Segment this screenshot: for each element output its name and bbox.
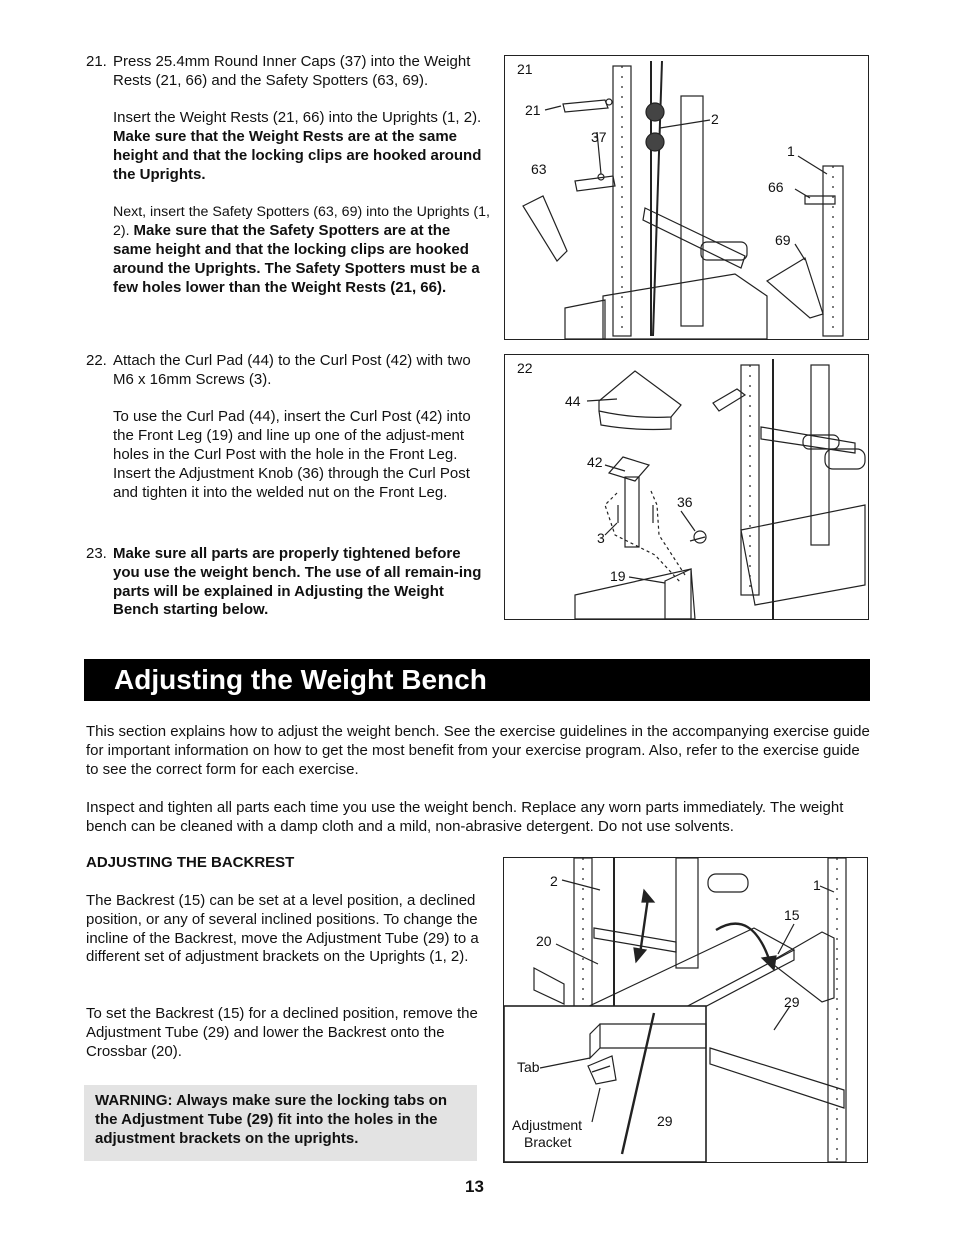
label-63: 63 — [531, 161, 547, 177]
step-21-para-2-bold: Make sure that the Weight Rests are at the same height and that the locking clips are hooked around the Uprights. — [113, 128, 482, 183]
step-number: 23. — [86, 545, 107, 562]
backrest-paragraph-2: To set the Backrest (15) for a declined position, remove the Adjustment Tube (29) and lower the Backrest onto the Crossbar (20). — [86, 1005, 478, 1060]
label-29: 29 — [784, 994, 800, 1010]
step-23-para-1-bold: Make sure all parts are properly tightened before you use the weight bench. The use of all remain-ing parts will be explained in Adjusting the Weight Bench starting below. — [113, 545, 482, 619]
section-title: Adjusting the Weight Bench — [114, 664, 487, 695]
step-21-para-2 — [113, 109, 491, 184]
step-21-para-3-bold: Make sure that the Safety Spotters are at the same height and that the locking clips are hooked around the Uprights. The Safety Spotters must be a few holes lower than the Weight Rests (21, 66). — [113, 222, 480, 296]
label-2: 2 — [711, 111, 719, 127]
figure-step-label: 22 — [517, 360, 533, 376]
step-21-para-2-text: Insert the Weight Rests (21, 66) into the Uprights (1, 2). — [113, 109, 482, 127]
label-69: 69 — [775, 232, 791, 248]
step-23 — [86, 545, 491, 639]
label-21: 21 — [525, 102, 541, 118]
label-29-inset: 29 — [657, 1113, 673, 1129]
label-1: 1 — [787, 143, 795, 159]
backrest-paragraph-1: The Backrest (15) can be set at a level position, a declined position, or any of several inclined positions. To change the incline of the Backrest, move the Adjustment Tube (29) to a different set of adjustment brackets on the Uprights (1, 2). — [86, 892, 479, 966]
label-37: 37 — [591, 129, 607, 145]
label-2: 2 — [550, 873, 558, 889]
label-66: 66 — [768, 179, 784, 195]
step-21-para-3 — [113, 203, 491, 297]
label-20: 20 — [536, 933, 552, 949]
page-number: 13 — [465, 1177, 484, 1196]
label-44: 44 — [565, 393, 581, 409]
backrest-heading: ADJUSTING THE BACKREST — [86, 854, 295, 871]
label-42: 42 — [587, 454, 603, 470]
section-banner — [84, 659, 870, 701]
figure-backrest — [503, 857, 868, 1163]
step-23-para-1 — [113, 545, 491, 620]
figure-step-label: 21 — [517, 61, 533, 77]
warning-text: WARNING: Always make sure the locking tabs on the Adjustment Tube (29) fit into the holes in the adjustment brackets on the uprights. — [95, 1092, 448, 1147]
inset-detail — [504, 1006, 706, 1162]
label-3: 3 — [597, 530, 605, 546]
figure-21 — [504, 55, 869, 340]
intro-paragraph-2: Inspect and tighten all parts each time you use the weight bench. Replace any worn parts immediately. The weight bench can be cleaned with a damp cloth and a mild, non-abrasive detergent. Do not use solvents. — [86, 799, 844, 835]
figure-21-drawing — [505, 56, 868, 339]
step-number: 21. — [86, 53, 107, 70]
step-21 — [86, 53, 491, 316]
intro-paragraph-1: This section explains how to adjust the weight bench. See the exercise guidelines in the accompanying exercise guide for important information on how to get the most benefit from your exercise program. Also, refer to the exercise guide to see the correct form for each exercise. — [86, 723, 870, 778]
label-adjustment: Adjustment — [512, 1117, 583, 1133]
step-21-para-3-text: Next, insert the Safety Spotters (63, 69) into the Uprights (1, 2). — [113, 204, 490, 240]
figure-22 — [504, 354, 869, 620]
label-1: 1 — [813, 877, 821, 893]
step-22-para-1: Attach the Curl Pad (44) to the Curl Post (42) with two M6 x 16mm Screws (3). — [113, 352, 471, 388]
figure-22-drawing — [505, 355, 868, 619]
label-15: 15 — [784, 907, 800, 923]
warning-box — [84, 1085, 477, 1161]
step-22 — [86, 352, 491, 521]
figure-backrest-drawing — [504, 858, 867, 1162]
step-21-para-1: Press 25.4mm Round Inner Caps (37) into the Weight Rests (21, 66) and the Safety Spotters (63, 69). — [113, 53, 471, 89]
label-tab: Tab — [517, 1059, 540, 1075]
step-number: 22. — [86, 352, 107, 369]
label-bracket: Bracket — [524, 1134, 572, 1150]
step-22-para-2: To use the Curl Pad (44), insert the Curl Post (42) into the Front Leg (19) and line up one of the adjust-ment holes in the Curl Post with the hole in the Front Leg. Insert the Adjustment Knob (36) through the Curl Post and tighten it into the welded nut on the Front Leg. — [113, 408, 471, 501]
label-36: 36 — [677, 494, 693, 510]
label-19: 19 — [610, 568, 626, 584]
